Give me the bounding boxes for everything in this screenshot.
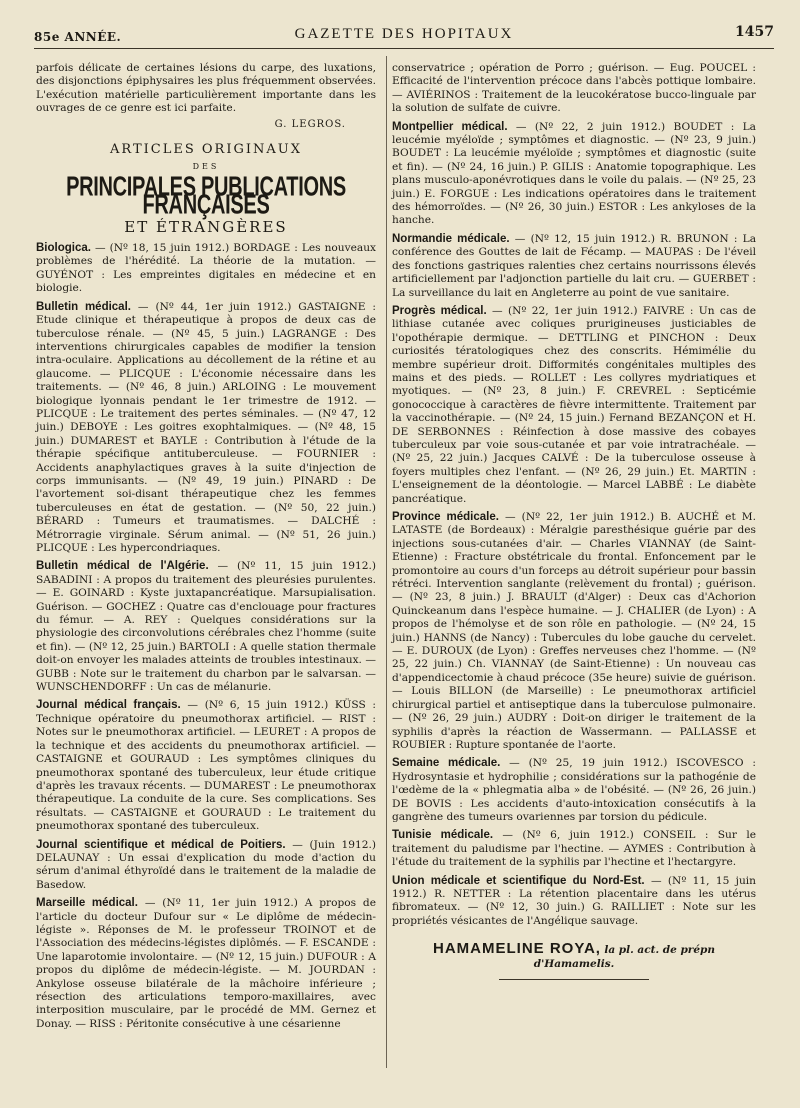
journal-name: Union médicale et scientifique du Nord-Est. xyxy=(392,874,645,887)
column-divider xyxy=(386,56,387,1068)
section-title-line1: ARTICLES ORIGINAUX xyxy=(110,142,302,158)
journal-name: Biologica. xyxy=(36,242,91,255)
journal-name: Province médicale. xyxy=(392,511,499,523)
ad-product-desc: la pl. act. de prépn d'Hamamelis. xyxy=(533,944,715,970)
journal-name: Journal scientifique et médical de Poitiers. xyxy=(36,838,286,851)
section-title xyxy=(36,143,376,234)
ad-product-name: HAMAMELINE ROYA, xyxy=(433,940,601,958)
journal-entry xyxy=(36,242,376,296)
entry-text: — (Nº 22, 1er juin 1912.) B. AUCHÉ et M. LATASTE (de Bordeaux) : Méralgie paresthésique guérie par des injections sous-cutanées d'air. — Charles VIANNAY (de Saint-Etienne) : Fracture obstétricale du frontal. Enfoncement par le promontoire au cours d'un forceps au détroit supérieur pour bassin rétréci. Intervention sanglante (relèvement du frontal) ; guérison. — (Nº 23, 8 juin.) J. BRAULT (d'Alger) : Deux cas d'Achorion Quinckeanum dans l'espèce humaine. — J. CHALIER (de Lyon) : A propos de l'hémolyse et de son rôle en pathologie. — (Nº 24, 15 juin.) HANNS (de Nancy) : Tubercules du lobe gauche du cervelet. — E. DUROUX (de Lyon) : Greffes nerveuses chez l'homme. — (Nº 25, 22 juin.) Ch. VIANNAY (de Saint-Etienne) : Un nouveau cas d'appendicectomie à chaud précoce (35e heure) suivie de guérison. — Louis BILLON (de Marseille) : Le pneumothorax artificiel chirurgical partiel et antiseptique dans la tuberculose pulmonaire. — (Nº 26, 29 juin.) AUDRY : Doit-on diriger le traitement de la syphilis d'après la réaction de Wassermann. — PALLASSE et ROUBIER : Rupture spontanée de l'aorte. xyxy=(392,511,756,751)
advertisement xyxy=(392,942,756,980)
journal-entry xyxy=(36,839,376,893)
journal-name: Semaine médicale. xyxy=(392,757,501,770)
section-title-line4: ET ÉTRANGÈRES xyxy=(124,217,288,236)
entry-text: — (Juin 1912.) DELAUNAY : Un essai d'explication du mode d'action du sérum d'animal éthyroïdé dans le traitement de la maladie de Basedow. xyxy=(36,838,377,891)
entry-text: — (Nº 18, 15 juin 1912.) BORDAGE : Les nouveaux problèmes de l'hérédité. La théorie de la mutation. — GUYÉNOT : Les empreintes digitales en médecine et en biologie. xyxy=(36,242,376,295)
journal-name: Bulletin médical. xyxy=(36,300,131,313)
left-entry-list xyxy=(36,242,376,1031)
entry-text: — (Nº 22, 2 juin 1912.) BOUDET : La leucémie myéloïde ; symptômes et diagnostic. — (Nº 23, 9 juin.) BOUDET : La leucémie myéloïde ; symptômes et diagnostic (suite et fin). — (Nº 24, 16 juin.) P. GILIS : Anatomie topographique. Les plans musculo-aponévrotiques dans le voile du palais. — (Nº 25, 23 juin.) E. FORGUE : Les indications opératoires dans le traitement des hémorroïdes. — (Nº 26, 30 juin.) ESTOR : Les ankyloses de la hanche. xyxy=(392,120,756,227)
journal-entry xyxy=(392,233,756,300)
entry-text: — (Nº 44, 1er juin 1912.) GASTAIGNE : Etude clinique et thérapeutique à propos de deux cas de tuberculose rénale. — (Nº 45, 5 juin.) LAGRANGE : Des interventions chirurgicales capables de modifier la tension intra-oculaire. Applications au décollement de la rétine et au glaucome. — PLICQUE : L'économie nécessaire dans les traitements. — (Nº 46, 8 juin.) ARLOING : Le mouvement biologique lyonnais pendant le 1er trimestre de 1912. — PLICQUE : Le traitement des pertes séminales. — (Nº 47, 12 juin.) DEBOYE : Les goitres exophtalmiques. — (Nº 48, 15 juin.) DUMAREST et BAYLE : Contribution à l'étude de la thérapie spécifique antituberculeuse. — FOURNIER : Accidents anaphylactiques graves à la suite d'injection de corps immunisants. — (Nº 49, 19 juin.) PINARD : De l'avortement soi-disant thérapeutique chez les femmes tuberculeuses en état de gestation. — (Nº 50, 22 juin.) BÉRARD : Tumeurs et traumatismes. — DALCHÉ : Métrorragie virginale. Sérum animal. — (Nº 51, 26 juin.) PLICQUE : Les hypercondriaques. xyxy=(36,300,376,554)
page-header xyxy=(34,24,774,46)
ad-rule xyxy=(499,979,649,980)
journal-entry xyxy=(392,305,756,506)
intro-paragraph: parfois délicate de certaines lésions du carpe, des luxations, des disjonctions épiphysaires les plus fréquemment observées. L'exécution matérielle particulièrement importante dans les ouvrages de ce genre est ici parfaite. xyxy=(36,62,376,115)
year-label: 85e ANNÉE. xyxy=(34,30,122,44)
journal-name: Journal médical français. xyxy=(36,699,181,712)
entry-text: — (Nº 11, 15 juin 1912.) R. NETTER : La rétention placentaire dans les utérus fibromateux. — (Nº 12, 30 juin.) G. RAILLIET : Note sur les propriétés vésicantes de l'Angélique sauvage. xyxy=(392,874,757,927)
journal-entry xyxy=(392,121,756,228)
journal-name: Normandie médicale. xyxy=(392,232,510,245)
journal-entry xyxy=(392,757,756,824)
journal-entry xyxy=(392,511,756,752)
journal-masthead: GAZETTE DES HOPITAUX xyxy=(294,26,514,42)
journal-name: Tunisie médicale. xyxy=(392,829,494,842)
entry-text: — (Nº 11, 15 juin 1912.) SABADINI : A propos du traitement des pleurésies purulentes. — E. GOINARD : Kyste juxtapancréatique. Marsupialisation. Guérison. — GOCHEZ : Quatre cas d'enclouage pour fractures du fémur. — A. REY : Quelques considérations sur la physiologie des circonvolutions cérébrales chez l'homme (suite et fin). — (Nº 12, 25 juin.) BARTOLI : A quelle station thermale doit-on envoyer les malades atteints de troubles intestinaux. — GUBB : Note sur le traitement du charbon par le salvarsan. — WUNSCHENDORFF : Un cas de mélanurie. xyxy=(36,560,376,694)
right-continuation: conservatrice ; opération de Porro ; guérison. — Eug. POUCEL : Efficacité de l'intervention précoce dans l'abcès pottique lombaire. — AVIÉRINOS : Traitement de la leucokératose bucco-linguale par la solution de sulfate de cuivre. xyxy=(392,62,756,115)
header-rule xyxy=(34,48,774,49)
right-column xyxy=(392,62,756,980)
entry-text: — (Nº 25, 19 juin 1912.) ISCOVESCO : Hydrosyntasie et hydrophilie ; considérations sur la pathogénie de l'œdème de la « phlegmatia alba » de l'obésité. — (Nº 26, 26 juin.) DE BOVIS : Les accidents d'auto-intoxication consécutifs à la gangrène des tumeurs ovariennes par torsion du pédicule. xyxy=(392,757,757,823)
journal-entry xyxy=(36,301,376,556)
entry-text: — (Nº 12, 15 juin 1912.) R. BRUNON : La conférence des Gouttes de lait de Fécamp. — MAUPAS : De l'éveil des fonctions gastriques ralenties chez certains nourrissons élevés artificiellement par l'adjonction partielle du lait cru. — GUERBET : La surveillance du lait en Angleterre au point de vue sanitaire. xyxy=(392,232,757,299)
journal-name: Bulletin médical de l'Algérie. xyxy=(36,560,209,573)
entry-text: — (Nº 6, juin 1912.) CONSEIL : Sur le traitement du paludisme par l'hectine. — AYMES : Contribution à l'étude du traitement de la syphilis par l'hectine et l'hectargyre. xyxy=(392,829,756,869)
journal-entry xyxy=(392,875,756,929)
journal-entry xyxy=(392,829,756,869)
journal-entry xyxy=(36,699,376,833)
journal-entry xyxy=(36,560,376,694)
right-entry-list xyxy=(392,121,756,929)
author-signature: G. LEGROS. xyxy=(274,118,346,130)
entry-text: — (Nº 22, 1er juin 1912.) FAIVRE : Un cas de lithiase cutanée avec coliques prurigineuses justiciables de l'opothérapie dermique. — DETTLING et PINCHON : Deux curiosités tératologiques chez des conscrits. Hémimélie du membre supérieur droit. Difformités congénitales multiples des mains et des pieds. — ROLLET : Les collyres mydriatiques et myotiques. — (Nº 23, 8 juin.) F. CREVREL : Septicémie gonococcique à caractères de fièvre intermittente. Traitement par la vaccinothérapie. — (Nº 24, 15 juin.) Fernand BEZANÇON et H. DE SERBONNES : Réinfection à dose massive des cobayes tuberculeux par voie sous-cutanée et par voie intratrachéale. — (Nº 25, 22 juin.) Jacques CALVÉ : De la tuberculose osseuse à foyers multiples chez l'enfant. — (Nº 26, 29 juin.) Et. MARTIN : L'enseignement de la déontologie. — Marcel LABBÉ : Le diabète pancréatique. xyxy=(392,304,756,505)
journal-name: Montpellier médical. xyxy=(392,120,508,133)
section-title-line2: DES xyxy=(192,162,220,172)
journal-name: Marseille médical. xyxy=(36,897,138,910)
entry-text: — (Nº 11, 1er juin 1912.) A propos de l'article du docteur Dufour sur « Le diplôme de médecin-légiste ». Réponses de M. le professeur TROINOT et de l'Association des médecins-légistes diplômés. — F. ESCANDE : Une laparotomie involontaire. — (Nº 12, 15 juin.) DUFOUR : A propos du diplôme de médecin-légiste. — M. JOURDAN : Ankylose osseuse bilatérale de la mâchoire inférieure ; résection des articulations temporo-maxillaires, avec interposition musculaire, par le procédé de MM. Gernez et Donay. — RISS : Péritonite consécutive à une césarienne xyxy=(36,897,376,1030)
journal-name: Progrès médical. xyxy=(392,304,487,317)
left-column xyxy=(36,62,376,1036)
journal-entry xyxy=(36,897,376,1031)
entry-text: — (Nº 6, 15 juin 1912.) KÜSS : Technique opératoire du pneumothorax artificiel. — RIST : Notes sur le pneumothorax artificiel. — LEURET : A propos de la technique et des accidents du pneumothorax artificiel. — CASTAIGNE et GOURAUD : Les symptômes cliniques du pneumothorax spontané des tuberculeux, leur étude critique d'après les travaux récents. — DUMAREST : Le pneumothorax thérapeutique. La conduite de la cure. Ses complications. Ses résultats. — CASTAIGNE et GOURAUD : Le traitement du pneumothorax spontané des tuberculeux. xyxy=(36,699,376,833)
section-title-line3: PRINCIPALES PUBLICATIONS FRANÇAISES xyxy=(66,171,346,222)
page-number: 1457 xyxy=(735,24,774,40)
